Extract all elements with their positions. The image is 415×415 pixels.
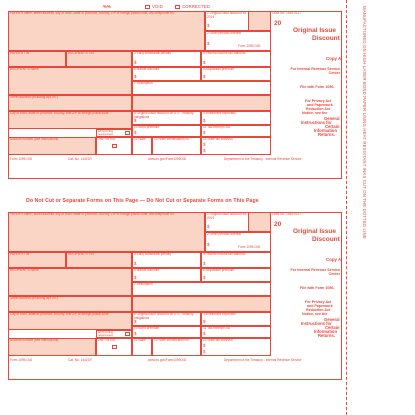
fatca-label: FATCA filing requirement: [98, 330, 114, 337]
title-line2: Discount: [312, 35, 340, 42]
box5-label: 5 Market discount: [134, 67, 160, 71]
box6-dollar: $: [203, 275, 206, 280]
instructions-line-2: Instructions for: [301, 321, 332, 326]
box3-label: 3 Early withdrawal penalty: [134, 51, 172, 55]
void-label: VOID: [152, 4, 163, 9]
box7-label: 7 Description: [134, 282, 153, 286]
box3-label: 3 Early withdrawal penalty: [134, 252, 172, 256]
privacy-line-3: Reduction Act: [306, 308, 331, 312]
privacy-line-4: Notice, see the: [302, 111, 328, 115]
tin-not-label: 2nd TIN not.: [98, 137, 116, 141]
side-text: [357, 6, 369, 406]
account-label: Account number (see instructions): [10, 137, 59, 141]
form-code: %%: [103, 4, 111, 9]
box1-shade: [248, 11, 271, 31]
instructions-line-5: Returns.: [318, 333, 335, 338]
box3-dollar: $: [134, 261, 137, 266]
perforation-line: [346, 0, 347, 415]
box5-label: 5 Market discount: [134, 268, 160, 272]
box2-label: 2 Other periodic interest: [207, 31, 242, 35]
tin-not-checkbox[interactable]: [112, 144, 117, 148]
for-irs: For Internal Revenue Service Center: [290, 67, 340, 75]
privacy-line-1: For Privacy Act: [305, 99, 332, 103]
box14-dollar-1: $: [203, 343, 206, 348]
box9-label: 9 Investment expenses: [203, 111, 236, 115]
omb-number: OMB No. 1545-0117: [272, 11, 301, 15]
fatca-checkbox[interactable]: [125, 332, 130, 336]
box8-label: 8 Original issue discount on U.S. Treasury obligations: [134, 111, 194, 119]
fatca-checkbox[interactable]: [125, 131, 130, 135]
footer-cat: Cat. No. 14421R: [68, 358, 92, 362]
instructions-line-1: General: [324, 116, 340, 121]
box1-dollar: $: [207, 224, 210, 229]
privacy-line-3: Reduction Act: [306, 107, 331, 111]
box2-dollar: $: [207, 242, 210, 247]
payer-block[interactable]: [8, 212, 205, 252]
footer-form: Form 1099-OID: [10, 358, 33, 362]
box9-dollar: $: [203, 319, 206, 324]
box9-label: 9 Investment expenses: [203, 312, 236, 316]
form-copy-top: [8, 4, 342, 192]
tin-not-label: 2nd TIN not.: [98, 338, 116, 342]
street-label: Street address (including apt. no.): [10, 296, 58, 300]
do-not-cut-separator: Do Not Cut or Separate Forms on This Page — Do Not Cut or Separate Forms on This Page: [26, 198, 259, 204]
box14-dollar-2: $: [203, 349, 206, 354]
file-with: File with Form 1096.: [300, 286, 335, 290]
city-label: City or town, state or province, country, and ZIP or foreign postal code: [10, 312, 109, 316]
footer-dept: Department of the Treasury - Internal Revenue Service: [224, 157, 302, 161]
payer-tin-label: PAYER'S TIN: [10, 252, 30, 256]
box12-label: 12 State: [134, 338, 146, 342]
footer-cat: Cat. No. 14421R: [68, 157, 92, 161]
corrected-checkbox[interactable]: [175, 5, 180, 9]
box5-dollar: $: [134, 74, 137, 79]
instructions-line-3: Certain: [325, 325, 340, 330]
form-name: Form 1099-OID: [238, 245, 261, 249]
box10-label: 10 Bond premium: [134, 125, 160, 129]
box14-label: 14 State tax withheld: [203, 338, 233, 342]
instructions-line-4: Information: [314, 329, 338, 334]
privacy-line-1: For Privacy Act: [305, 300, 332, 304]
box10-dollar: $: [134, 130, 137, 135]
title-line1: Original Issue: [293, 27, 336, 34]
recipient-tin-label: RECIPIENT'S TIN: [68, 51, 94, 55]
box1-label: 1 Original issue discount for 2019: [207, 11, 247, 19]
box8-dollar: $: [134, 118, 137, 123]
box14-label: 14 State tax withheld: [203, 137, 233, 141]
footer-dept: Department of the Treasury - Internal Revenue Service: [224, 358, 302, 362]
privacy-line-2: and Paperwork: [307, 304, 333, 308]
instructions-line-2: Instructions for: [301, 120, 332, 125]
for-irs: For Internal Revenue Service Center: [290, 268, 340, 276]
box7-label: 7 Description: [134, 81, 153, 85]
box2-label: 2 Other periodic interest: [207, 232, 242, 236]
box4-dollar: $: [203, 261, 206, 266]
account-label: Account number (see instructions): [10, 338, 59, 342]
box5-dollar: $: [134, 275, 137, 280]
recipient-name-label: RECIPIENT'S name: [10, 268, 39, 272]
form-copy-bottom: [8, 212, 342, 400]
corrected-label: CORRECTED: [182, 4, 210, 9]
fatca-label: FATCA filing requirement: [98, 129, 114, 136]
box7-continued: [132, 296, 271, 312]
box1-dollar: $: [207, 23, 210, 28]
instructions-line-4: Information: [314, 128, 338, 133]
privacy-line-2: and Paperwork: [307, 103, 333, 107]
instructions-line-3: Certain: [325, 124, 340, 129]
box11-label: 11 Tax-exempt OID: [203, 125, 231, 129]
instructions-line-1: General: [324, 317, 340, 322]
box12-label: 12 State: [134, 137, 146, 141]
box14-dollar-2: $: [203, 148, 206, 153]
copy-a: Copy A: [326, 56, 342, 61]
instructions-line-5: Returns.: [318, 132, 335, 137]
payer-tin-label: PAYER'S TIN: [10, 51, 30, 55]
street-label: Street address (including apt. no.): [10, 95, 58, 99]
form-name: Form 1099-OID: [238, 44, 261, 48]
box6-label: 6 Acquisition premium: [203, 268, 235, 272]
payer-label: PAYER'S name, street address, city or town, state or province, country, ZIP or foreign postal code, and telephone no.: [10, 212, 175, 216]
box11-label: 11 Tax-exempt OID: [203, 326, 231, 330]
form-sheet: [8, 2, 342, 412]
box9-dollar: $: [203, 118, 206, 123]
box1-label: 1 Original issue discount for 2019: [207, 212, 247, 220]
box11-dollar: $: [203, 331, 206, 336]
box8-dollar: $: [134, 319, 137, 324]
privacy-line-4: Notice, see the: [302, 312, 328, 316]
box8-label: 8 Original issue discount on U.S. Treasury obligations: [134, 312, 194, 320]
void-checkbox[interactable]: [145, 5, 150, 9]
box11-dollar: $: [203, 130, 206, 135]
year-prefix: 20: [274, 20, 282, 27]
box4-label: 4 Federal income tax withheld: [203, 252, 246, 256]
box13-label: 13 State identification no.: [154, 137, 190, 141]
footer-url: www.irs.gov/Form1099OID: [148, 157, 187, 161]
footer-form: Form 1099-OID: [10, 157, 33, 161]
file-with: File with Form 1096.: [300, 85, 335, 89]
title-line1: Original Issue: [293, 228, 336, 235]
omb-number: OMB No. 1545-0117: [272, 212, 301, 216]
box7-continued: [132, 95, 271, 111]
recipient-name-label: RECIPIENT'S name: [10, 67, 39, 71]
city-label: City or town, state or province, country, and ZIP or foreign postal code: [10, 111, 109, 115]
box14-dollar-1: $: [203, 142, 206, 147]
footer-url: www.irs.gov/Form1099OID: [148, 358, 187, 362]
box13-label: 13 State identification no.: [154, 338, 190, 342]
side-text-label: MANUFACTURED ON HIGH LASER BOND PAPER USING HEAT RESISTANT INKS CUT ON THE DOTTED LINE: [362, 6, 367, 239]
box6-dollar: $: [203, 74, 206, 79]
box1-shade: [248, 212, 271, 232]
copy-a: Copy A: [326, 257, 342, 262]
title-line2: Discount: [312, 236, 340, 243]
box4-dollar: $: [203, 60, 206, 65]
box4-label: 4 Federal income tax withheld: [203, 51, 246, 55]
box2-dollar: $: [207, 41, 210, 46]
box10-dollar: $: [134, 331, 137, 336]
tin-not-checkbox[interactable]: [112, 345, 117, 349]
year-prefix: 20: [274, 221, 282, 228]
box6-label: 6 Acquisition premium: [203, 67, 235, 71]
recipient-tin-label: RECIPIENT'S TIN: [68, 252, 94, 256]
box10-label: 10 Bond premium: [134, 326, 160, 330]
box3-dollar: $: [134, 60, 137, 65]
payer-block[interactable]: [8, 11, 205, 51]
payer-label: PAYER'S name, street address, city or town, state or province, country, ZIP or foreign postal code, and telephone no.: [10, 11, 175, 15]
